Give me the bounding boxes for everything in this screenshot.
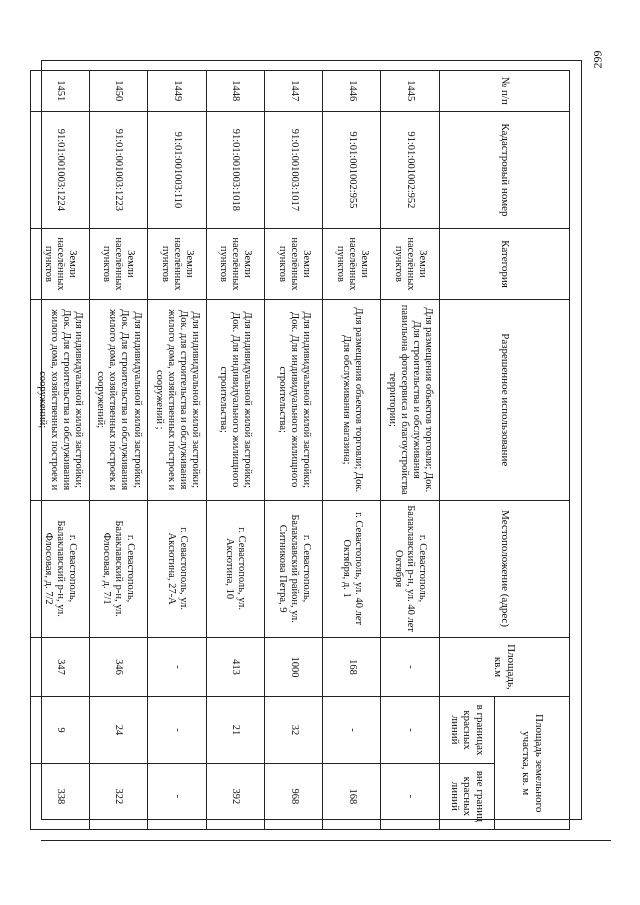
cell-category: Земли населённых пунктов xyxy=(206,229,264,300)
cell-category: Земли населённых пунктов xyxy=(323,229,381,300)
cell-area: 168 xyxy=(323,637,381,697)
cell-cadastral: 91:01:001003:1018 xyxy=(206,111,264,229)
cell-outside: 968 xyxy=(264,763,322,829)
cell-within: - xyxy=(323,697,381,763)
table-row xyxy=(89,71,148,830)
header-land-area-group: Площадь земельного участка, кв. м xyxy=(495,697,570,830)
cell-outside: 322 xyxy=(89,763,148,829)
cell-area: 1000 xyxy=(264,637,322,697)
cell-outside: - xyxy=(381,763,440,829)
cell-outside: 168 xyxy=(323,763,381,829)
cell-location: г. Севастополь, ул. 40 лет Октября, д. 1 xyxy=(323,500,381,637)
header-location: Местоположение (адрес) xyxy=(440,500,570,637)
cell-use: Для индивидуальной жилой застройки; Док. Для строительства и обслуживания жилого дома, хозяйственных построек и сооружений; xyxy=(89,299,148,500)
cell-outside: - xyxy=(148,763,207,829)
cell-within: - xyxy=(381,697,440,763)
bottom-rule xyxy=(41,840,611,841)
table-row xyxy=(31,71,90,830)
cell-within: - xyxy=(148,697,207,763)
cell-area: - xyxy=(148,637,207,697)
cell-use: Для индивидуальной жилой застройки; Док. для строительства и обслуживания жилого дома, хозяйственных построек и сооружений ; xyxy=(148,299,207,500)
cell-area: - xyxy=(381,637,440,697)
cell-num: 1446 xyxy=(323,71,381,112)
cell-use: Для индивидуальной жилой застройки; Док. Для индивидуального жилищного строительства; xyxy=(264,299,322,500)
cell-num: 1451 xyxy=(31,71,90,112)
cell-num: 1445 xyxy=(381,71,440,112)
header-outside-red-lines: вне границ красных линий xyxy=(440,763,495,829)
cell-outside: 338 xyxy=(31,763,90,829)
cell-area: 346 xyxy=(89,637,148,697)
cell-area: 347 xyxy=(31,637,90,697)
cell-location: г. Севастополь, Балаклавский р-н, ул. Флосовая, д. 7/1 xyxy=(89,500,148,637)
cell-cadastral: 91:01:001002:955 xyxy=(323,111,381,229)
cell-category: Земли населённых пунктов xyxy=(148,229,207,300)
header-category: Категория xyxy=(440,229,570,300)
cell-cadastral: 91:01:001003:110 xyxy=(148,111,207,229)
cell-cadastral: 91:01:001003:1017 xyxy=(264,111,322,229)
rotated-table-wrapper xyxy=(30,70,570,830)
table-row xyxy=(206,71,264,830)
cell-within: 24 xyxy=(89,697,148,763)
table-row xyxy=(148,71,207,830)
table-row xyxy=(323,71,381,830)
cell-area: 413 xyxy=(206,637,264,697)
cell-location: г. Севастополь, Балаклавский район, ул. Ситникова Петра, 9 xyxy=(264,500,322,637)
header-cadastral: Кадастровый номер xyxy=(440,111,570,229)
cell-within: 32 xyxy=(264,697,322,763)
header-permitted-use: Разрешенное использование xyxy=(440,299,570,500)
header-num: № п/п xyxy=(440,71,570,112)
cell-location: г. Севастополь, Балаклавский р-н, ул. 40 лет Октября xyxy=(381,500,440,637)
cell-location: г. Севастополь, ул. Аксютина, 27-А xyxy=(148,500,207,637)
cell-category: Земли населённых пунктов xyxy=(381,229,440,300)
header-within-red-lines: в границах красных линий xyxy=(440,697,495,763)
cell-num: 1448 xyxy=(206,71,264,112)
cell-location: г. Севастополь, ул. Аксютина, 10 xyxy=(206,500,264,637)
cell-cadastral: 91:01:001002:952 xyxy=(381,111,440,229)
cell-outside: 392 xyxy=(206,763,264,829)
cell-num: 1450 xyxy=(89,71,148,112)
cell-within: 9 xyxy=(31,697,90,763)
cell-num: 1449 xyxy=(148,71,207,112)
cell-use: Для индивидуальной жилой застройки; Док. Для индивидуального жилищного строительства; xyxy=(206,299,264,500)
cell-cadastral: 91:01:001003:1224 xyxy=(31,111,90,229)
cell-use: Для размещения объектов торговли; Док. Для строительства и обслуживания павильона фотосервиса и благоустройства территории; xyxy=(381,299,440,500)
cell-num: 1447 xyxy=(264,71,322,112)
cell-within: 21 xyxy=(206,697,264,763)
cell-category: Земли населённых пунктов xyxy=(264,229,322,300)
header-area: Площадь, кв.м xyxy=(440,637,570,697)
cell-use: Для размещения объектов торговли; Док. Для обслуживания магазина; xyxy=(323,299,381,500)
cell-category: Земли населённых пунктов xyxy=(31,229,90,300)
cell-use: Для индивидуальной жилой застройки; Док. Для строительства и обслуживания жилого дома, хозяйственных построек и сооружений; xyxy=(31,299,90,500)
table-row xyxy=(381,71,440,830)
cell-category: Земли населённых пунктов xyxy=(89,229,148,300)
table-row xyxy=(264,71,322,830)
cell-location: г. Севастополь, Балаклавский р-н, ул. Флосовая, д. 7/2 xyxy=(31,500,90,637)
land-plots-table xyxy=(30,70,570,830)
page-number: 299 xyxy=(590,50,605,69)
cell-cadastral: 91:01:001003:1223 xyxy=(89,111,148,229)
